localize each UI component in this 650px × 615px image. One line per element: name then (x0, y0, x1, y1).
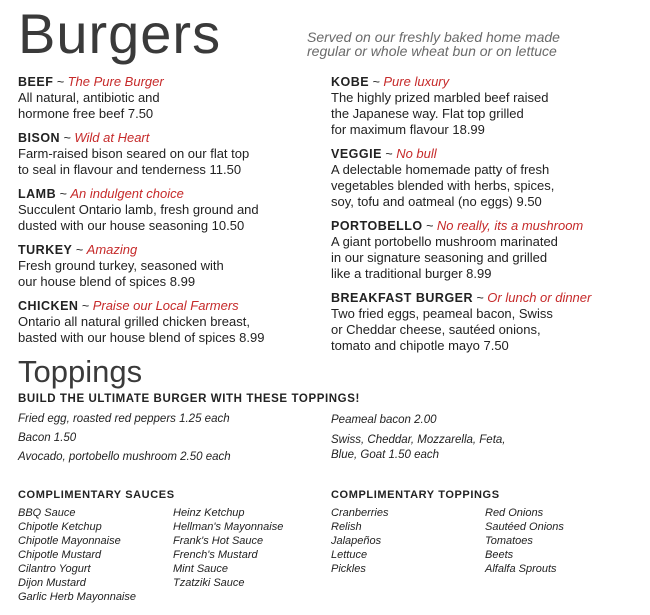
sauce-item: Chipotle Mustard (18, 549, 102, 561)
item-description: or Cheddar cheese, sautéed onions, (331, 322, 541, 337)
sauces-list-col2 (173, 506, 283, 590)
paid-topping: Swiss, Cheddar, Mozzarella, Feta, (331, 434, 506, 446)
item-description: tomato and chipotle mayo 7.50 (331, 338, 509, 353)
item-tagline: Wild at Heart (74, 130, 150, 145)
paid-topping: Bacon 1.50 (18, 432, 77, 444)
sauces-list-col1 (18, 506, 136, 604)
sauce-item: Chipotle Mayonnaise (18, 535, 121, 547)
comp-toppings-col1 (331, 506, 388, 576)
item-tagline: Amazing (86, 242, 138, 257)
sauce-item: Dijon Mustard (18, 577, 86, 589)
item-name: BISON (18, 131, 61, 145)
menu-item-beef: BEEF ~ The Pure Burger All natural, antibiotic and hormone free beef 7.50 (18, 74, 318, 122)
item-description: Farm-raised bison seared on our flat top (18, 146, 250, 161)
paid-toppings-right (331, 413, 506, 463)
item-description: Succulent Ontario lamb, fresh ground and (18, 202, 259, 217)
item-description: A delectable homemade patty of fresh (331, 162, 550, 177)
item-name: PORTOBELLO (331, 219, 423, 233)
item-name: TURKEY (18, 243, 73, 257)
burgers-left-column (18, 74, 318, 354)
complimentary-toppings-heading: COMPLIMENTARY TOPPINGS (331, 489, 500, 501)
item-description: Fresh ground turkey, seasoned with (18, 258, 224, 273)
menu-item-veggie: VEGGIE ~ No bull A delectable homemade patty of fresh vegetables blended with herbs, spices, soy, tofu and oatmeal (no eggs) 9.50 (331, 146, 643, 210)
menu-item-portobello: PORTOBELLO ~ No really, its a mushroom A giant portobello mushroom marinated in our signature seasoning and grilled like a traditional burger 8.99 (331, 218, 643, 282)
item-description: for maximum flavour 18.99 (331, 122, 485, 137)
sauce-item: Chipotle Ketchup (18, 521, 102, 533)
topping-item: Red Onions (485, 507, 544, 519)
sauce-item: Cilantro Yogurt (18, 563, 91, 575)
toppings-title: Toppings (18, 354, 143, 389)
item-name: LAMB (18, 187, 57, 201)
item-tagline: An indulgent choice (70, 186, 184, 201)
item-tagline: The Pure Burger (67, 74, 164, 89)
sauce-item: Hellman's Mayonnaise (173, 521, 284, 533)
paid-topping: Blue, Goat 1.50 each (331, 449, 440, 461)
burgers-right-column (331, 74, 643, 362)
item-description: our house blend of spices 8.99 (18, 274, 196, 289)
item-description: hormone free beef 7.50 (18, 106, 154, 121)
tagline (307, 30, 642, 58)
sauce-item: BBQ Sauce (18, 507, 76, 519)
item-description: the Japanese way. Flat top grilled (331, 106, 524, 121)
topping-item: Alfalfa Sprouts (485, 563, 557, 575)
item-description: Two fried eggs, peameal bacon, Swiss (331, 306, 553, 321)
sauce-item: Heinz Ketchup (173, 507, 245, 519)
item-description: A giant portobello mushroom marinated (331, 234, 558, 249)
item-name: BEEF (18, 75, 54, 89)
item-description: Ontario all natural grilled chicken breast, (18, 314, 250, 329)
item-description: All natural, antibiotic and (18, 90, 160, 105)
sauce-item: Mint Sauce (173, 563, 229, 575)
item-name: VEGGIE (331, 147, 382, 161)
complimentary-sauces-heading: COMPLIMENTARY SAUCES (18, 489, 175, 501)
menu-item-bison: BISON ~ Wild at Heart Farm-raised bison seared on our flat top to seal in flavour and tenderness 11.50 (18, 130, 318, 178)
item-name: CHICKEN (18, 299, 79, 313)
topping-item: Jalapeños (331, 535, 382, 547)
item-description: The highly prized marbled beef raised (331, 90, 549, 105)
item-description: soy, tofu and oatmeal (no eggs) 9.50 (331, 194, 542, 209)
paid-topping: Avocado, portobello mushroom 2.50 each (18, 451, 231, 463)
sauce-item: French's Mustard (173, 549, 258, 561)
topping-item: Sautéed Onions (485, 521, 564, 533)
page-title: Burgers (18, 2, 222, 65)
paid-toppings-left (18, 410, 231, 467)
menu-item-turkey: TURKEY ~ Amazing Fresh ground turkey, seasoned with our house blend of spices 8.99 (18, 242, 318, 290)
item-name: KOBE (331, 75, 370, 89)
item-name: BREAKFAST BURGER (331, 291, 474, 305)
sauce-item: Garlic Herb Mayonnaise (18, 591, 136, 603)
sauce-item: Frank's Hot Sauce (173, 535, 264, 547)
topping-item: Pickles (331, 563, 366, 575)
tagline-line: regular or whole wheat bun or on lettuce (307, 43, 557, 59)
item-description: in our signature seasoning and grilled (331, 250, 548, 265)
tagline-line: Served on our freshly baked home made (307, 29, 560, 45)
item-tagline: Or lunch or dinner (487, 290, 592, 305)
item-tagline: No really, its a mushroom (436, 218, 584, 233)
item-description: to seal in flavour and tenderness 11.50 (18, 162, 242, 177)
topping-item: Beets (485, 549, 514, 561)
topping-item: Tomatoes (485, 535, 533, 547)
menu-item-lamb: LAMB ~ An indulgent choice Succulent Ontario lamb, fresh ground and dusted with our house seasoning 10.50 (18, 186, 318, 234)
paid-topping: Fried egg, roasted red peppers 1.25 each (18, 413, 230, 425)
item-description: dusted with our house seasoning 10.50 (18, 218, 245, 233)
topping-item: Cranberries (331, 507, 389, 519)
menu-item-kobe: KOBE ~ Pure luxury The highly prized marbled beef raised the Japanese way. Flat top grilled for maximum flavour 18.99 (331, 74, 643, 138)
topping-item: Relish (331, 521, 362, 533)
item-description: like a traditional burger 8.99 (331, 266, 492, 281)
item-description: basted with our house blend of spices 8.99 (18, 330, 265, 345)
item-description: vegetables blended with herbs, spices, (331, 178, 555, 193)
topping-item: Lettuce (331, 549, 368, 561)
paid-topping: Peameal bacon 2.00 (331, 414, 437, 426)
item-tagline: Pure luxury (383, 74, 450, 89)
menu-item-breakfast-burger: BREAKFAST BURGER ~ Or lunch or dinner Two fried eggs, peameal bacon, Swiss or Cheddar cheese, sautéed onions, tomato and chipotle mayo 7.50 (331, 290, 643, 354)
comp-toppings-col2 (485, 506, 564, 576)
sauce-item: Tzatziki Sauce (173, 577, 245, 589)
item-tagline: No bull (396, 146, 437, 161)
item-tagline: Praise our Local Farmers (92, 298, 239, 313)
menu-item-chicken: CHICKEN ~ Praise our Local Farmers Ontario all natural grilled chicken breast, basted with our house blend of spices 8.99 (18, 298, 318, 346)
toppings-subtitle: BUILD THE ULTIMATE BURGER WITH THESE TOPPINGS! (18, 393, 360, 405)
